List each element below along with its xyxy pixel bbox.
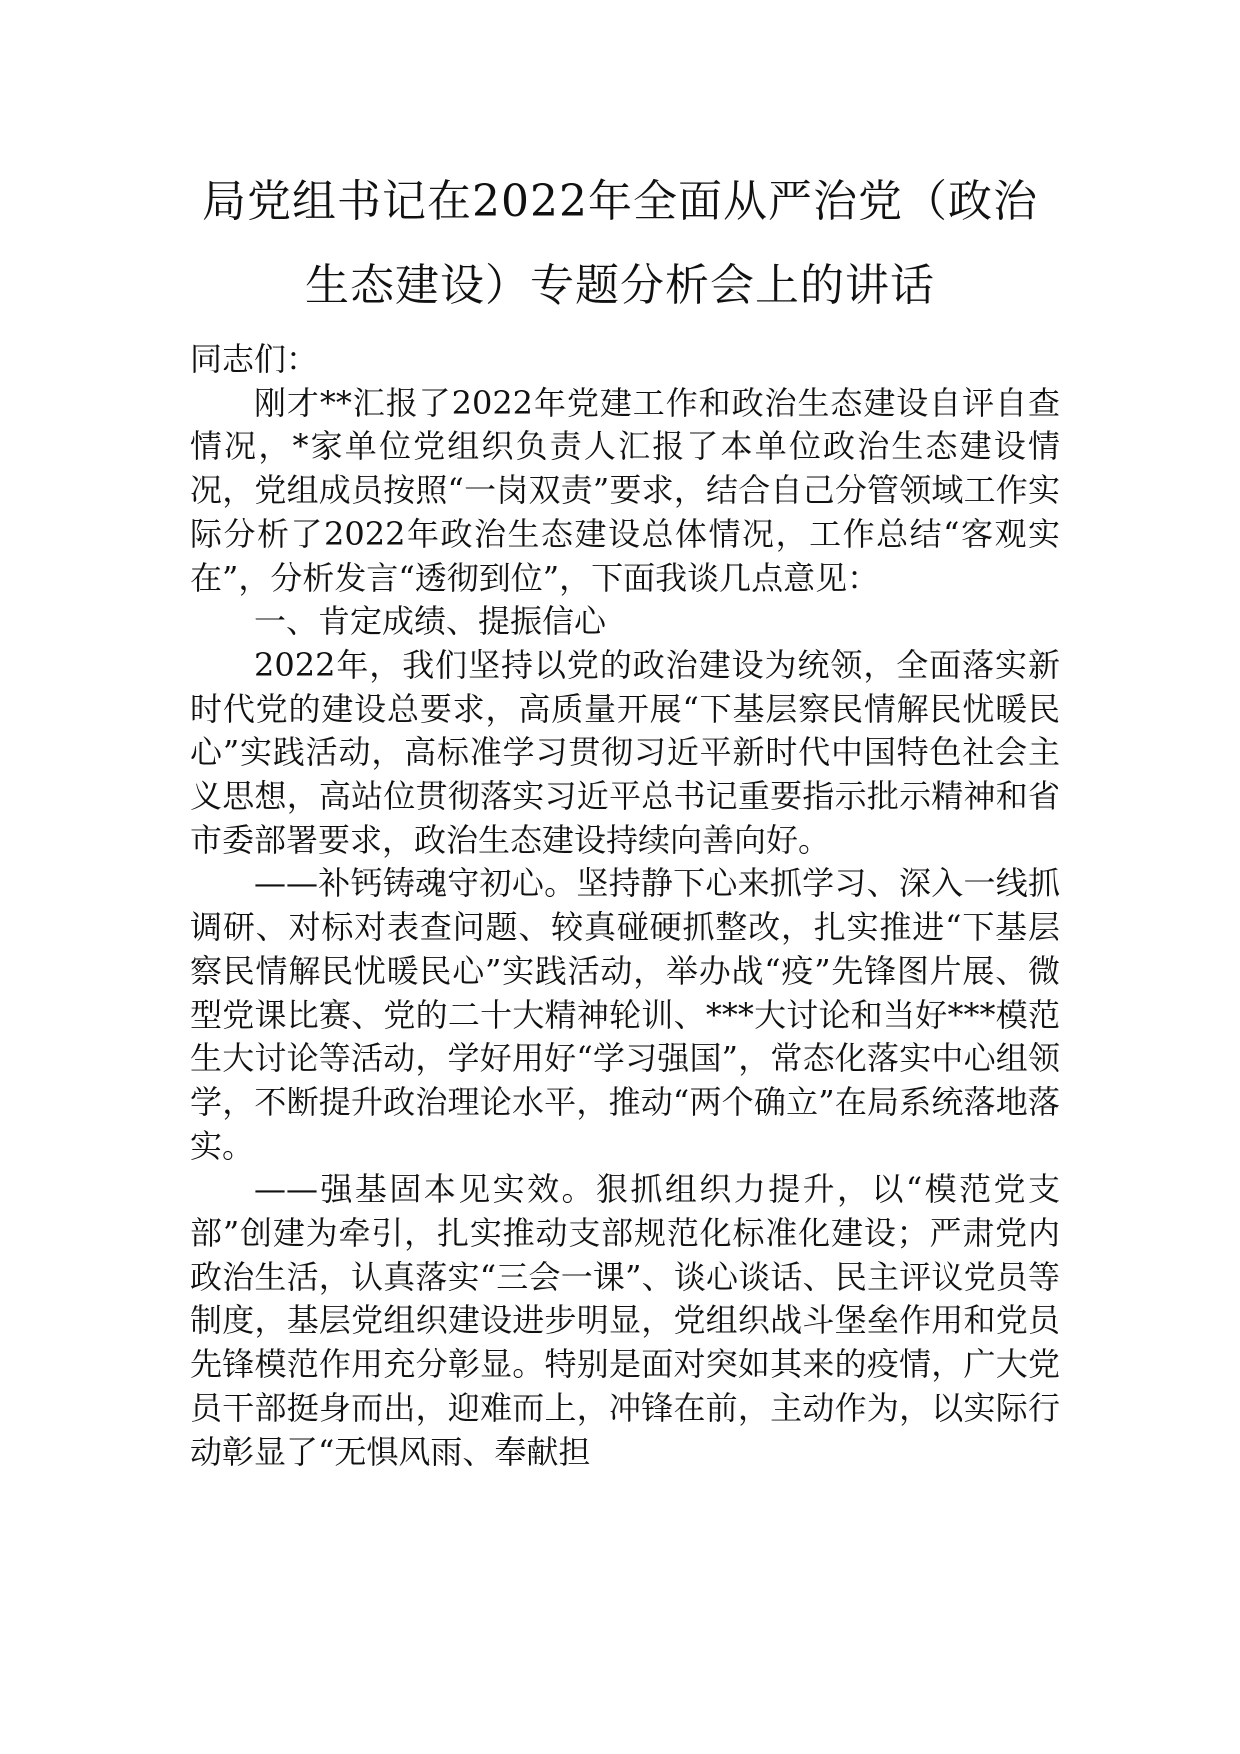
paragraph-study: ——补钙铸魂守初心。坚持静下心来抓学习、深入一线抓调研、对标对表查问题、较真碰硬抓整改，扎实推进“下基层察民情解民忧暖民心”实践活动，举办战“疫”先锋图片展、微型党课比赛、党的二十大精神轮训、***大讨论和当好***模范生大讨论等活动，学好用好“学习强国”，常态化落实中心组领学，不断提升政治理论水平，推动“两个确立”在局系统落地落实。	[190, 864, 1060, 1165]
document-body	[190, 338, 1060, 1474]
title-line-1: 局党组书记在2022年全面从严治党（政治	[202, 176, 1038, 227]
title-line-2: 生态建设）专题分析会上的讲话	[305, 260, 935, 311]
paragraph-achievements: 2022年，我们坚持以党的政治建设为统领，全面落实新时代党的建设总要求，高质量开展“下基层察民情解民忧暖民心”实践活动，高标准学习贯彻习近平新时代中国特色社会主义思想，高站位贯彻落实习近平总书记重要指示批示精神和省市委部署要求，政治生态建设持续向善向好。	[190, 645, 1060, 859]
section-heading-1: 一、肯定成绩、提振信心	[254, 602, 607, 641]
paragraph-organization: ——强基固本见实效。狠抓组织力提升，以“模范党支部”创建为牵引，扎实推动支部规范化标准化建设；严肃党内政治生活，认真落实“三会一课”、谈心谈话、民主评议党员等制度，基层党组织建设进步明显，党组织战斗堡垒作用和党员先锋模范作用充分彰显。特别是面对突如其来的疫情，广大党员干部挺身而出，迎难而上，冲锋在前，主动作为，以实际行动彰显了“无惧风雨、奉献担	[190, 1170, 1060, 1471]
paragraph-opening: 刚才**汇报了2022年党建工作和政治生态建设自评自查情况，*家单位党组织负责人汇报了本单位政治生态建设情况，党组成员按照“一岗双责”要求，结合自己分管领域工作实际分析了2022年政治生态建设总体情况，工作总结“客观实在”，分析发言“透彻到位”，下面我谈几点意见：	[190, 383, 1060, 597]
salutation: 同志们：	[190, 340, 319, 378]
document-title	[150, 160, 1090, 328]
